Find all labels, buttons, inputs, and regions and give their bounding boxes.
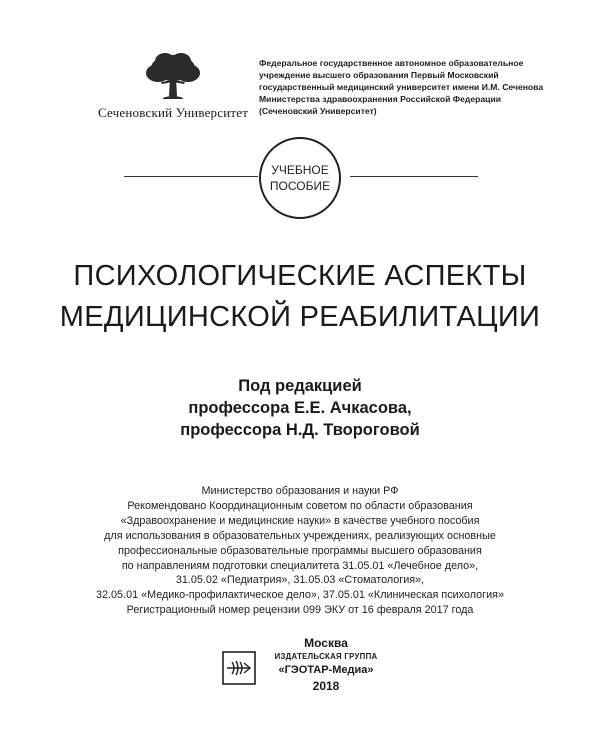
- editors-line: профессора Н.Д. Твороговой: [180, 421, 420, 439]
- approval-text: [0, 484, 600, 618]
- approval-line: «Здравоохранение и медицинские науки» в качестве учебного пособия: [120, 514, 480, 527]
- university-name: Сеченовский Университет: [98, 105, 249, 120]
- institution-line: (Сеченовский Университет): [259, 106, 377, 116]
- institution-text: [259, 57, 544, 117]
- publisher-text: [262, 636, 390, 694]
- approval-line: 32.05.01 «Медико-профилактическое дело», 37.05.01 «Клиническая психология»: [96, 589, 504, 602]
- institution-line: государственный медицинский университет имени И.М. Сеченова: [259, 82, 544, 92]
- approval-line: Рекомендовано Координационным советом по области образования: [127, 499, 473, 512]
- geotar-logo-icon: [222, 651, 256, 685]
- badge-line: ПОСОБИЕ: [269, 179, 331, 193]
- approval-line: 31.05.02 «Педиатрия», 31.05.03 «Стоматология»,: [175, 574, 425, 587]
- approval-line: для использования в образовательных учреждениях, реализующих основные: [104, 529, 496, 542]
- approval-line: Регистрационный номер рецензии 099 ЭКУ от 16 февраля 2017 года: [126, 604, 474, 617]
- publisher-block: [200, 636, 400, 696]
- divider-right: [350, 176, 478, 177]
- institution-line: Министерства здравоохранения Российской Федерации: [259, 94, 502, 104]
- editors-line: Под редакцией: [238, 377, 362, 395]
- editors-line: профессора Е.Е. Ачкасова,: [188, 399, 412, 417]
- textbook-badge: [259, 137, 341, 219]
- divider-left: [124, 176, 258, 177]
- badge-line: УЧЕБНОЕ: [271, 163, 329, 177]
- institution-line: Федеральное государственное автономное образовательное: [259, 58, 524, 68]
- title-line: МЕДИЦИНСКОЙ РЕАБИЛИТАЦИИ: [59, 301, 541, 333]
- university-logo: [98, 52, 248, 121]
- title-line: ПСИХОЛОГИЧЕСКИЕ АСПЕКТЫ: [73, 260, 527, 292]
- tree-icon: [143, 52, 203, 102]
- institution-line: учреждение высшего образования Первый Московский: [259, 70, 499, 80]
- approval-line: Министерство образования и науки РФ: [201, 485, 399, 497]
- book-title: [0, 256, 600, 338]
- publisher-group: ИЗДАТЕЛЬСКАЯ ГРУППА: [274, 652, 378, 661]
- approval-line: по направлениям подготовки специалитета 31.05.01 «Лечебное дело»,: [121, 559, 479, 572]
- approval-line: профессиональные образовательные программы высшего образования: [118, 544, 482, 557]
- publisher-name: «ГЭОТАР-Медиа»: [278, 664, 374, 676]
- publication-year: 2018: [312, 679, 340, 693]
- editors-block: [0, 375, 600, 441]
- publisher-city: Москва: [304, 636, 348, 650]
